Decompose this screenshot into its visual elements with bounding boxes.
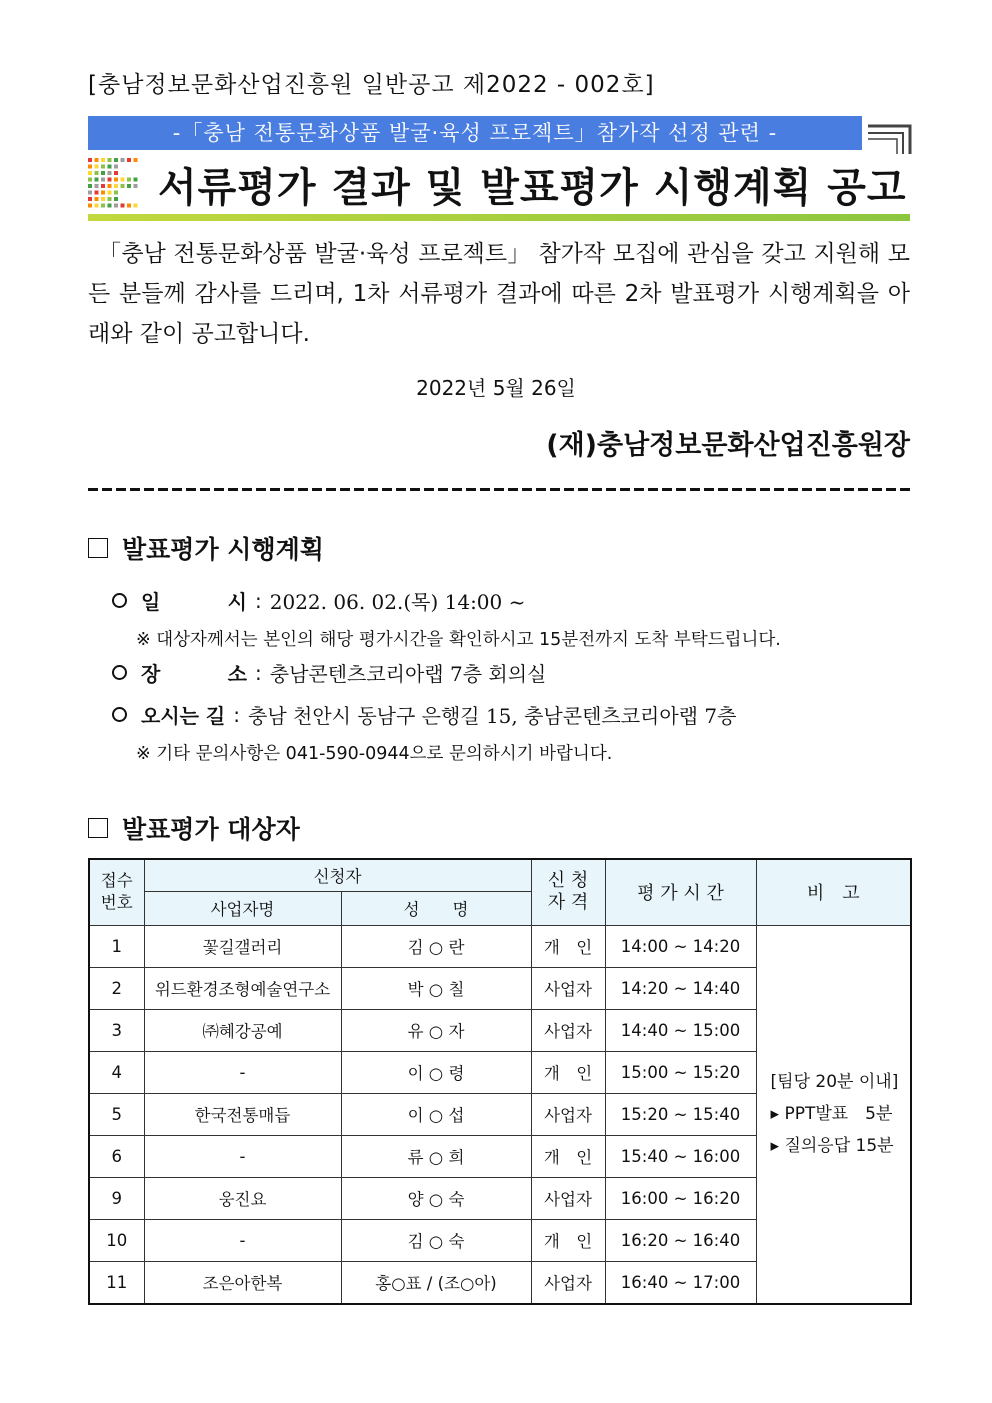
decoration-dot [108, 204, 112, 208]
cell-business: - [144, 1135, 341, 1177]
decoration-dot [95, 204, 99, 208]
section-heading-targets [88, 810, 300, 846]
decoration-dot [108, 178, 112, 182]
decoration-dot [88, 197, 92, 201]
decoration-dot [95, 184, 99, 188]
cell-time: 16:40 ~ 17:00 [605, 1261, 756, 1304]
issuer-name: (재)충남정보문화산업진흥원장 [546, 430, 910, 461]
cell-name: 김 ○ 숙 [341, 1219, 531, 1261]
title-underline [88, 214, 910, 221]
cell-qualification: 사업자 [531, 1009, 605, 1051]
cell-name: 박 ○ 칠 [341, 967, 531, 1009]
cell-time: 16:20 ~ 16:40 [605, 1219, 756, 1261]
col-header-applicant: 신청자 [144, 859, 531, 891]
col-header-number: 접수 번호 [89, 859, 144, 925]
square-bullet-icon [88, 818, 108, 838]
decoration-dot [134, 158, 138, 162]
cell-time: 14:40 ~ 15:00 [605, 1009, 756, 1051]
cell-time: 16:00 ~ 16:20 [605, 1177, 756, 1219]
decoration-dot [101, 197, 105, 201]
table-row [89, 925, 911, 967]
cell-number: 2 [89, 967, 144, 1009]
decoration-dot [95, 165, 99, 169]
decoration-dot [95, 158, 99, 162]
decoration-dot [121, 184, 125, 188]
cell-time: 14:20 ~ 14:40 [605, 967, 756, 1009]
decoration-dot [121, 178, 125, 182]
decoration-dot [127, 158, 131, 162]
cell-number: 11 [89, 1261, 144, 1304]
decoration-dot [88, 184, 92, 188]
label-separator: : [255, 588, 262, 613]
decoration-dot [108, 158, 112, 162]
title-dot-decoration [88, 158, 142, 212]
cell-time: 14:00 ~ 14:20 [605, 925, 756, 967]
corner-bracket-decoration [868, 124, 912, 154]
cell-name: 김 ○ 란 [341, 925, 531, 967]
section-heading-targets-text: 발표평가 대상자 [122, 815, 300, 844]
plan-row-where [112, 658, 546, 687]
where-label: 장 소 [141, 662, 247, 686]
decoration-dot [108, 184, 112, 188]
decoration-dot [95, 191, 99, 195]
cell-name: 이 ○ 령 [341, 1051, 531, 1093]
decoration-dot [114, 184, 118, 188]
col-header-business: 사업자명 [144, 891, 341, 925]
targets-table-body [89, 925, 911, 1304]
decoration-dot [88, 178, 92, 182]
cell-name: 홍○표 / (조○아) [341, 1261, 531, 1304]
decoration-dot [108, 165, 112, 169]
cell-number: 6 [89, 1135, 144, 1177]
col-header-name: 성 명 [341, 891, 531, 925]
contact-note: ※ 기타 문의사항은 041-590-0944으로 문의하시기 바랍니다. [136, 744, 613, 764]
cell-number: 5 [89, 1093, 144, 1135]
circle-bullet-icon [112, 593, 127, 608]
cell-qualification: 사업자 [531, 1093, 605, 1135]
cell-business: 위드환경조형예술연구소 [144, 967, 341, 1009]
cell-number: 3 [89, 1009, 144, 1051]
decoration-dot [127, 184, 131, 188]
label-separator: : [233, 702, 240, 727]
remark-line: ▸ 질의응답 15분 [770, 1136, 894, 1156]
cell-name: 이 ○ 섭 [341, 1093, 531, 1135]
decoration-dot [114, 171, 118, 175]
decoration-dot [101, 191, 105, 195]
decoration-dot [95, 171, 99, 175]
cell-business: 한국전통매듭 [144, 1093, 341, 1135]
cell-qualification: 사업자 [531, 1177, 605, 1219]
cell-business: ㈜혜강공예 [144, 1009, 341, 1051]
decoration-dot [101, 158, 105, 162]
decoration-dot [101, 165, 105, 169]
cell-qualification: 개 인 [531, 925, 605, 967]
square-bullet-icon [88, 538, 108, 558]
cell-number: 9 [89, 1177, 144, 1219]
when-value: 2022. 06. 02.(목) 14:00 ~ [269, 590, 526, 614]
decoration-dot [134, 184, 138, 188]
decoration-dot [114, 197, 118, 201]
cell-time: 15:20 ~ 15:40 [605, 1093, 756, 1135]
decoration-dot [121, 158, 125, 162]
cell-number: 10 [89, 1219, 144, 1261]
col-header-remark: 비 고 [756, 859, 911, 925]
label-separator: : [255, 660, 262, 685]
subtitle-banner: -「충남 전통문화상품 발굴·육성 프로젝트」참가작 선정 관련 - [88, 116, 862, 150]
cell-business: 조은아한복 [144, 1261, 341, 1304]
cell-time: 15:40 ~ 16:00 [605, 1135, 756, 1177]
cell-name: 류 ○ 희 [341, 1135, 531, 1177]
plan-row-directions [112, 700, 736, 729]
decoration-dot [121, 204, 125, 208]
cell-number: 1 [89, 925, 144, 967]
decoration-dot [127, 204, 131, 208]
col-header-qualification: 신 청 자 격 [531, 859, 605, 925]
circle-bullet-icon [112, 665, 127, 680]
remark-line: [팀당 20분 이내] [770, 1072, 899, 1092]
cell-time: 15:00 ~ 15:20 [605, 1051, 756, 1093]
notice-date: 2022년 5월 26일 [416, 376, 576, 400]
circle-bullet-icon [112, 707, 127, 722]
decoration-dot [114, 204, 118, 208]
decoration-dot [95, 197, 99, 201]
cell-name: 유 ○ 자 [341, 1009, 531, 1051]
cell-business: 웅진요 [144, 1177, 341, 1219]
decoration-dot [88, 171, 92, 175]
cell-qualification: 개 인 [531, 1219, 605, 1261]
where-value: 충남콘텐츠코리아랩 7층 회의실 [269, 662, 547, 686]
decoration-dot [101, 171, 105, 175]
decoration-dot [114, 191, 118, 195]
cell-name: 양 ○ 숙 [341, 1177, 531, 1219]
cell-qualification: 개 인 [531, 1135, 605, 1177]
intro-paragraph: 「충남 전통문화상품 발굴·육성 프로젝트」 참가작 모집에 관심을 갖고 지원해 모든 분들께 감사를 드리며, 1차 서류평가 결과에 따른 2차 발표평가 시행계획을 아래와 같이 공고합니다. [88, 241, 910, 347]
decoration-dot [134, 204, 138, 208]
decoration-dot [88, 204, 92, 208]
col-header-time: 평 가 시 간 [605, 859, 756, 925]
cell-number: 4 [89, 1051, 144, 1093]
cell-business: - [144, 1051, 341, 1093]
directions-value: 충남 천안시 동남구 은행길 15, 충남콘텐츠코리아랩 7층 [248, 704, 737, 728]
directions-label: 오시는 길 [141, 704, 226, 728]
cell-qualification: 사업자 [531, 1261, 605, 1304]
cell-qualification: 사업자 [531, 967, 605, 1009]
decoration-dot [127, 178, 131, 182]
decoration-dot [88, 165, 92, 169]
decoration-dot [114, 165, 118, 169]
decoration-dot [88, 191, 92, 195]
targets-table [88, 858, 912, 1305]
cell-business: 꽃길갤러리 [144, 925, 341, 967]
decoration-dot [134, 178, 138, 182]
decoration-dot [114, 158, 118, 162]
decoration-dot [88, 158, 92, 162]
decoration-dot [95, 178, 99, 182]
main-title: 서류평가 결과 및 발표평가 시행계획 공고 [158, 165, 907, 211]
section-heading-plan [88, 530, 324, 566]
notice-number: [충남정보문화산업진흥원 일반공고 제2022 - 002호] [88, 72, 655, 98]
decoration-dot [108, 171, 112, 175]
remark-line: ▸ PPT발표 5분 [770, 1104, 893, 1124]
when-label: 일 시 [141, 590, 247, 614]
cell-business: - [144, 1219, 341, 1261]
cell-qualification: 개 인 [531, 1051, 605, 1093]
decoration-dot [108, 191, 112, 195]
dashed-divider [88, 488, 910, 491]
decoration-dot [114, 178, 118, 182]
plan-row-when [112, 586, 525, 615]
decoration-dot [101, 204, 105, 208]
section-heading-plan-text: 발표평가 시행계획 [122, 535, 324, 564]
decoration-dot [101, 178, 105, 182]
decoration-dot [108, 197, 112, 201]
decoration-dot [101, 184, 105, 188]
cell-remark [756, 925, 911, 1304]
arrival-note: ※ 대상자께서는 본인의 해당 평가시간을 확인하시고 15분전까지 도착 부탁드립니다. [136, 630, 781, 650]
